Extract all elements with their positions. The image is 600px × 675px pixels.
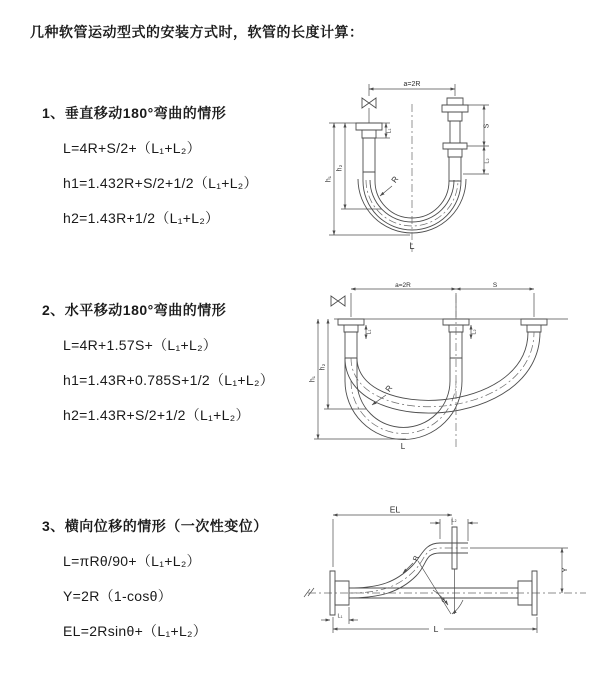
dim-a2r-label: a=2R [395, 282, 411, 289]
dim-l2 [471, 325, 478, 339]
dim-h2-label: h₂ [319, 363, 327, 371]
radius-leader [403, 555, 421, 573]
dim-s [467, 105, 491, 146]
dim-l1 [366, 325, 373, 339]
dim-l-label: L [433, 624, 439, 634]
diagram-lateral-displacement [300, 503, 592, 645]
radius-label: R [389, 174, 401, 185]
section-1 [42, 103, 322, 228]
formula-s2-h1: h1=1.43R+0.785S+1/2（L₁+L₂） [63, 372, 274, 388]
dim-l2-label: L₂ [484, 158, 491, 164]
dim-el-label: EL [389, 504, 401, 515]
dim-h1-label: h₁ [325, 175, 333, 183]
formula-s2-l: L=4R+1.57S+（L₁+L₂） [63, 337, 218, 353]
dim-l-label: L [409, 241, 415, 251]
dim-l1 [375, 123, 393, 138]
formula-s3-l: L=πRθ/90+（L₁+L₂） [63, 553, 201, 569]
dim-a2r [369, 81, 455, 96]
page-title: 几种软管运动型式的安装方式时，软管的长度计算： [30, 24, 364, 40]
dim-l1-label: L₁ [386, 128, 393, 134]
dim-s-label: S [492, 282, 498, 289]
angle-theta-label: θ [441, 598, 445, 604]
radius-leader [380, 174, 400, 196]
dim-y [470, 548, 569, 593]
diagram-1-svg [312, 76, 582, 256]
dim-a2r-label: a=2R [403, 81, 421, 88]
right-fitting [442, 98, 468, 181]
hose-u-original [345, 381, 462, 440]
formula-s3-y: Y=2R（1-cosθ） [63, 588, 173, 604]
diagram-3-svg [300, 503, 592, 645]
section-2-heading: 2、水平移动180°弯曲的情形 [42, 302, 227, 318]
dim-h1-label: h₁ [309, 375, 317, 383]
left-fitting [356, 123, 382, 181]
dim-l-label: L [400, 442, 406, 451]
dim-s [456, 282, 534, 289]
valve-icon [362, 98, 376, 123]
radius-label: R [383, 383, 395, 394]
hose-u-displaced [345, 332, 540, 413]
section-3 [42, 516, 322, 641]
dim-a2r [351, 282, 534, 317]
section-3-heading: 3、横向位移的情形（一次性变位） [42, 518, 268, 534]
dim-l2-label: L₂ [451, 517, 457, 524]
dim-s-label: S [483, 123, 491, 129]
dim-l1 [321, 607, 358, 624]
dim-l1-label: L₁ [337, 613, 343, 620]
dim-l1-label: L₁ [366, 329, 373, 335]
formula-s1-h2: h2=1.43R+1/2（L₁+L₂） [63, 210, 220, 226]
section-1-heading: 1、垂直移动180°弯曲的情形 [42, 105, 227, 121]
dim-y-label: Y [560, 567, 569, 573]
dim-h1 [310, 319, 407, 439]
diagram-vertical-180-bend [312, 76, 582, 256]
formula-s2-h2: h2=1.43R+S/2+1/2（L₁+L₂） [63, 407, 250, 423]
formula-s3-el: EL=2Rsinθ+（L₁+L₂） [63, 623, 208, 639]
right-fitting-displaced [521, 319, 547, 332]
hose-displaced-position [349, 527, 468, 598]
centerline [304, 588, 586, 597]
formula-s1-l: L=4R+S/2+（L₁+L₂） [63, 140, 201, 156]
dim-l2-label: L₂ [471, 329, 478, 335]
formula-s1-h1: h1=1.432R+S/2+1/2（L₁+L₂） [63, 175, 258, 191]
diagram-horizontal-180-bend [306, 281, 591, 453]
dim-el [333, 505, 452, 568]
diagram-2-svg [306, 281, 591, 453]
section-2 [42, 300, 322, 425]
dim-l [333, 617, 537, 634]
radius-label: R [412, 554, 421, 563]
dim-l2 [430, 518, 478, 542]
dim-l2 [463, 146, 491, 174]
valve-icon [331, 296, 345, 306]
dim-h2-label: h₂ [336, 164, 344, 172]
